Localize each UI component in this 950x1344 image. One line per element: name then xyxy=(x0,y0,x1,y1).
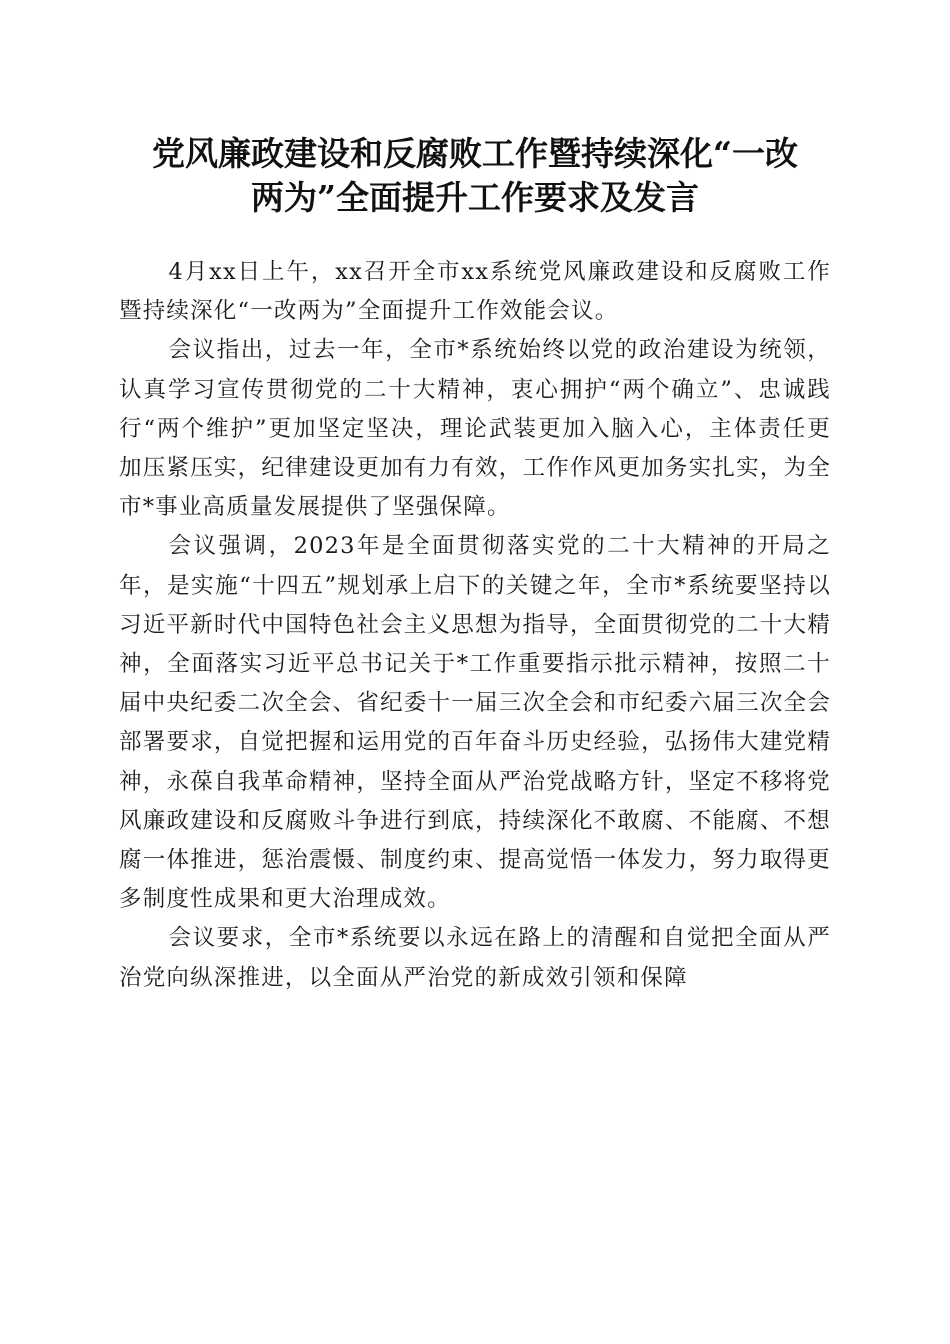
title-line-1: 党风廉政建设和反腐败工作暨持续深化“一改 xyxy=(152,134,798,173)
title-line-2: 两为”全面提升工作要求及发言 xyxy=(251,178,699,217)
paragraph-meeting-pointed-out: 会议指出，过去一年，全市*系统始终以党的政治建设为统领，认真学习宣传贯彻党的二十大精神，衷心拥护“两个确立”、忠诚践行“两个维护”更加坚定坚决，理论武装更加入脑入心，主体责任更加压紧压实，纪律建设更加有力有效，工作作风更加务实扎实，为全市*事业高质量发展提供了坚强保障。 xyxy=(119,337,831,521)
paragraph-meeting-required: 会议要求，全市*系统要以永远在路上的清醒和自觉把全面从严治党向纵深推进，以全面从严治党的新成效引领和保障 xyxy=(119,925,831,991)
paragraph-meeting-emphasized: 会议强调，2023年是全面贯彻落实党的二十大精神的开局之年，是实施“十四五”规划承上启下的关键之年，全市*系统要坚持以习近平新时代中国特色社会主义思想为指导，全面贯彻党的二十大精神，全面落实习近平总书记关于*工作重要指示批示精神，按照二十届中央纪委二次全会、省纪委十一届三次全会和市纪委六届三次全会部署要求，自觉把握和运用党的百年奋斗历史经验，弘扬伟大建党精神，永葆自我革命精神，坚持全面从严治党战略方针，坚定不移将党风廉政建设和反腐败斗争进行到底，持续深化不敢腐、不能腐、不想腐一体推进，惩治震慑、制度约束、提高觉悟一体发力，努力取得更多制度性成果和更大治理成效。 xyxy=(119,533,831,913)
document-title xyxy=(100,132,850,220)
paragraph-meeting-intro: 4月xx日上午，xx召开全市xx系统党风廉政建设和反腐败工作暨持续深化“一改两为”全面提升工作效能会议。 xyxy=(119,259,831,325)
document-body xyxy=(119,253,831,998)
